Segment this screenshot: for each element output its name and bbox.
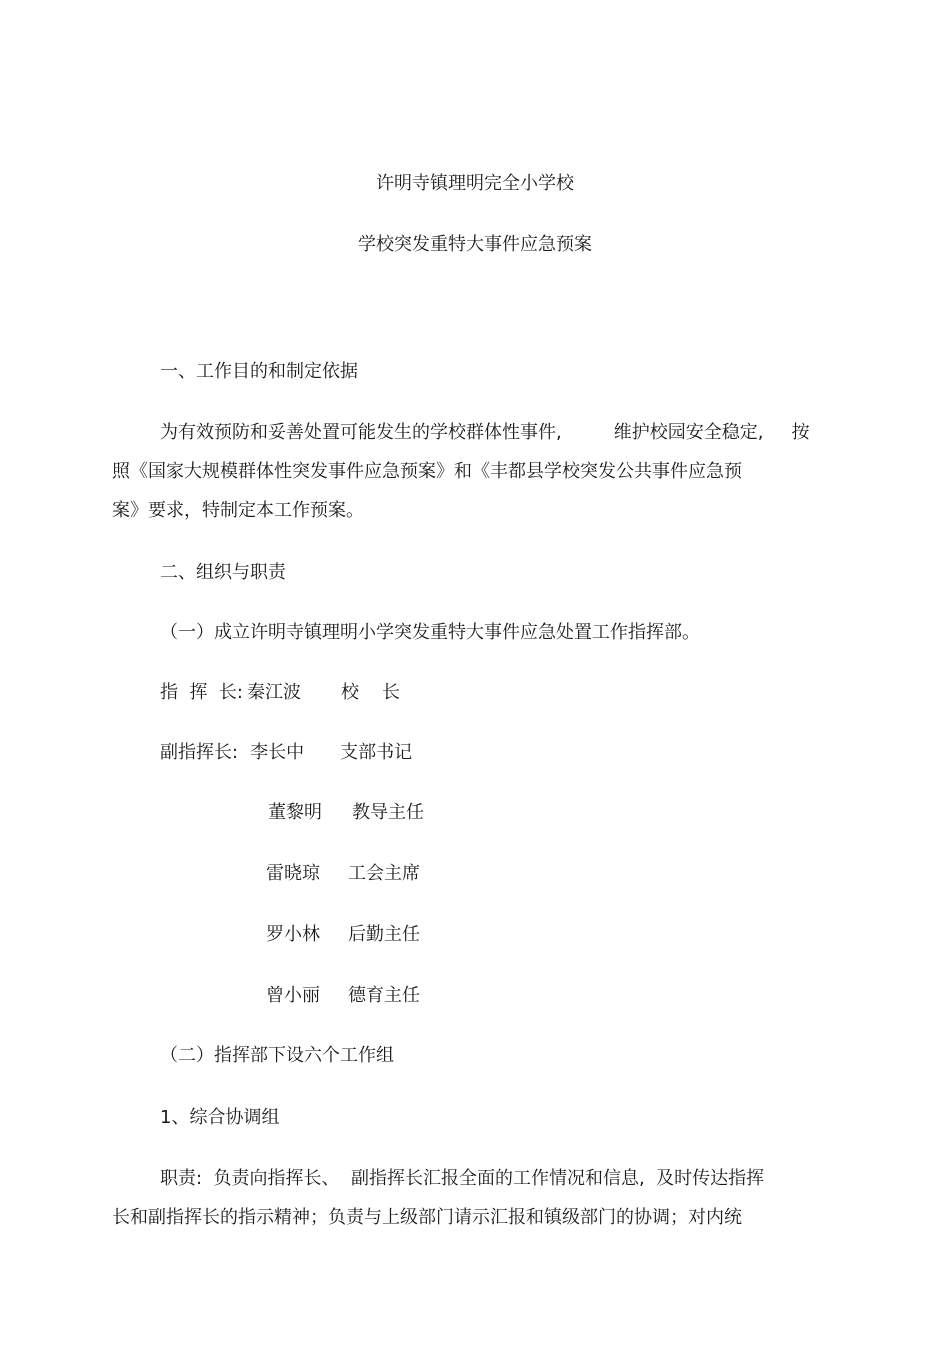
commander-role: 校 长 (340, 682, 400, 703)
group-heading-1: 1、综合协调组 (160, 1107, 280, 1128)
paragraph-1-line-3: 案》要求，特制定本工作预案。 (112, 500, 364, 521)
deputy-row-3 (266, 862, 420, 886)
deputy-name: 曾小丽 (266, 985, 320, 1006)
paragraph-1-segment-a: 为有效预防和妥善处置可能发生的学校群体性事件, (160, 422, 562, 443)
paragraph-1-line-2: 照《国家大规模群体性突发事件应急预案》和《丰都县学校突发公共事件应急预 (112, 461, 742, 482)
commander-label: 指 挥 长: (160, 682, 243, 703)
deputy-role: 后勤主任 (348, 924, 420, 945)
deputy-row-2 (268, 801, 424, 825)
paragraph-1-segment-c: 按 (791, 422, 810, 443)
deputy-role: 支部书记 (340, 742, 413, 763)
commander-name: 秦江波 (246, 682, 301, 703)
deputy-role: 工会主席 (348, 863, 420, 884)
deputy-row-4 (266, 923, 420, 947)
deputy-row-5 (266, 984, 420, 1008)
deputy-name: 李长中 (250, 742, 305, 763)
plan-title: 学校突发重特大事件应急预案 (358, 234, 592, 255)
subsection-heading-2: （二）指挥部下设六个工作组 (160, 1045, 394, 1066)
deputy-name: 董黎明 (268, 802, 322, 823)
deputy-name: 雷晓琼 (266, 863, 320, 884)
paragraph-1-line-1 (160, 421, 809, 445)
paragraph-1-segment-b: 维护校园安全稳定, (613, 422, 764, 443)
subsection-heading-1: （一）成立许明寺镇理明小学突发重特大事件应急处置工作指挥部。 (160, 622, 700, 643)
deputy-role: 教导主任 (352, 802, 424, 823)
section-heading-1: 一、工作目的和制定依据 (160, 361, 358, 382)
commander-row (160, 681, 400, 705)
school-title: 许明寺镇理明完全小学校 (376, 173, 574, 194)
section-heading-2: 二、组织与职责 (160, 562, 286, 583)
deputy-row-1 (160, 741, 412, 765)
deputy-label: 副指挥长: (160, 742, 239, 763)
deputy-role: 德育主任 (348, 985, 420, 1006)
group-1-duty-line-2: 长和副指挥长的指示精神；负责与上级部门请示汇报和镇级部门的协调；对内统 (112, 1207, 742, 1228)
deputy-name: 罗小林 (266, 924, 320, 945)
group-1-duty-line-1: 职责: 负责向指挥长、 副指挥长汇报全面的工作情况和信息, 及时传达指挥 (160, 1168, 765, 1189)
